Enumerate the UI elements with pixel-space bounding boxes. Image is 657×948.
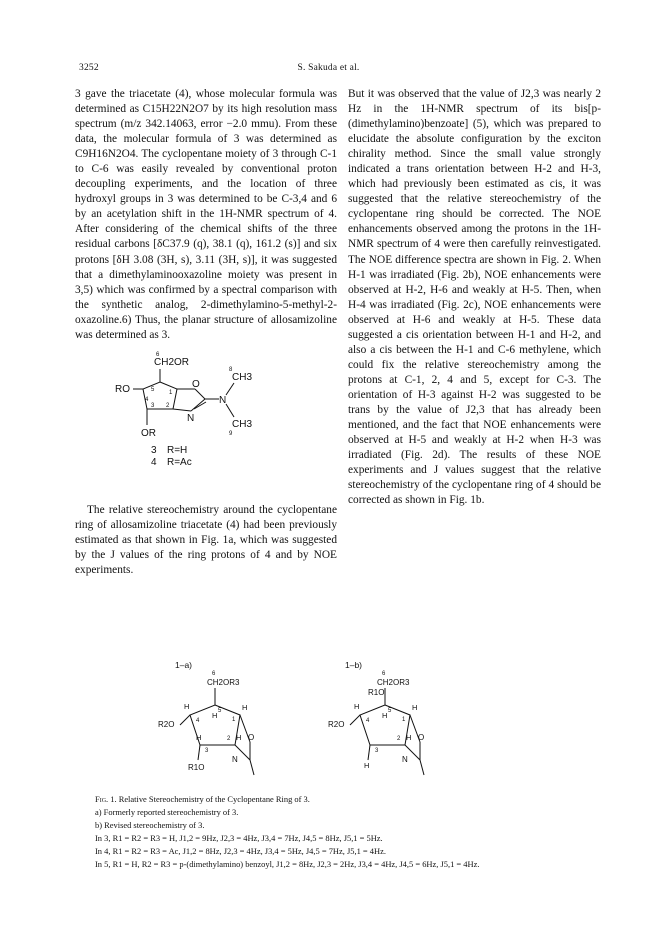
figure-1-drawing [150,660,500,785]
pos-1: 1 [169,389,173,396]
b-n: N [402,755,408,764]
paragraph-1: 3 gave the triacetate (4), whose molecular formula was determined as C15H22N2O7 by its high resolution mass spectrum (m/z 342.14063, error −2.0 mmu). From these data, the molecular formula of 3 was determined as C9H16N2O4. The cyclopentane moiety of 3 through C-1 to C-6 was easily revealed by conventional proton decoupling experiments, and the location of three hydroxyl groups in 3 was determined to be C-3,4 and 6 by an acetylation shift in the 1H-NMR spectrum of 4. After considering of the chemical shifts of the three residual carbons [δC37.9 (q), 38.1 (q), 161.2 (s)] and six protons [δH 3.08 (3H, s), 3.11 (3H, s)], it was suggested that a dimethylaminooxazoline moiety was present in 3,5) which was confirmed by a spectral comparison with the synthetic analog, 2-dimethylamino-5-methyl-2-oxazoline.6) Thus, the planar structure of allosamizoline was determined as 3. [75,88,337,341]
b-pos-3: 3 [375,748,379,754]
a-h1: H [242,703,248,712]
a-r1o: R1O [188,763,205,772]
b-pos-1: 1 [402,717,406,723]
ch3-bottom: CH3 [232,418,253,430]
paragraph-2: The relative stereochemistry around the cyclopentane ring of allosamizoline triacetate (4) had been previously estimated as that shown in Fig. 1a, which was suggested by the J values of the ring protons of 4 and by NOE experiments. [75,503,337,576]
figure-1 [150,660,500,785]
caption-title: Relative Stereochemistry of the Cyclopentane Ring of 3. [118,794,310,804]
caption-line-a: a) Formerly reported stereochemistry of 3. [95,807,239,817]
left-column [75,87,337,578]
ro-label: RO [115,383,130,395]
legend-text-4: R=Ac [167,456,192,468]
a-o: O [248,733,255,742]
o-label: O [192,378,200,390]
a-pos-3: 3 [205,748,209,754]
structure-drawing [115,347,315,497]
caption-line-5: In 5, R1 = H, R2 = R3 = p-(dimethylamino) benzoyl, J1,2 = 8Hz, J2,3 = 2Hz, J3,4 = 4Hz, J4,5 = 6Hz, J5,1 = 4Hz. [95,859,480,869]
a-h5: H [212,711,218,720]
allosamizoline-structure [115,347,315,497]
pos-8: 8 [229,366,233,373]
a-h3: H [196,733,202,742]
right-column [348,87,601,508]
a-pos-1: 1 [232,717,236,723]
b-r2o: R2O [328,720,345,729]
caption-line-b: b) Revised stereochemistry of 3. [95,820,205,830]
b-o: O [418,733,425,742]
paragraph-3: But it was observed that the value of J2,3 was nearly 2 Hz in the 1H-NMR spectrum of its bis[p-(dimethylamino)benzoate] (5), which was prepared to elucidate the absolute configuration by the exciton chirality method. Since the small value strongly indicated a trans orientation between H-2 and H-3, which had previously been estimated as cis, it was suggested that the relative stereochemistry of the cyclopentane ring should be corrected. The NOE enhancements observed among the protons in the 1H-NMR spectrum of 4 were then carefully reinvestigated. The NOE difference spectra are shown in Fig. 2. When H-1 was irradiated (Fig. 2b), NOE enhancements were observed at H-2, H-6 and weakly at H-5. Then, when H-4 was irradiated (Fig. 2c), NOE enhancements were observed at H-6 and weakly at H-5. These data suggested a cis orientation between H-1 and H-2, and also a cis between the H-1 and C-6 methylene, which could fix the relative stereochemistry among the protons at C-1, 2, 4 and 5, except for C-3. The orientation of H-3 against H-2 was suggested to be trans by the value of J2,3 that has already been mentioned, and the fact that NOE enhancements were observed at H-5 and weakly at H-2 when H-3 was irradiated (Fig. 2d). The results of these NOE experiments and J values suggest that the relative stereochemistry of the cyclopentane ring of 4 should be corrected as shown in Fig. 1b. [348,88,601,507]
n-label: N [187,412,195,424]
n-amine-label: N [219,394,227,406]
a-ch2or3: CH2OR3 [207,678,240,687]
or-label: OR [141,427,156,439]
pos-4: 4 [145,396,149,403]
pos-9: 9 [229,430,233,437]
b-pos-5: 5 [388,708,392,714]
b-h3: H [364,761,370,770]
a-pos-5: 5 [218,708,222,714]
page-number: 3252 [79,63,99,73]
caption-title-line [95,793,595,806]
b-h5: H [382,711,388,720]
ch2or-label: CH2OR [154,356,190,368]
b-pos-4: 4 [366,718,370,724]
caption-line-4: In 4, R1 = R2 = R3 = Ac, J1,2 = 8Hz, J2,3 = 4Hz, J3,4 = 5Hz, J4,5 = 7Hz, J5,1 = 4Hz. [95,846,386,856]
b-h2: H [406,733,412,742]
b-ch2or3: CH2OR3 [377,678,410,687]
a-h4: H [184,702,190,711]
pos-2: 2 [166,402,170,409]
a-pos-4: 4 [196,718,200,724]
b-h4: H [354,702,360,711]
pos-6: 6 [156,351,160,358]
panel-a-label: 1–a) [175,660,193,670]
a-pos-6: 6 [212,671,216,677]
a-n: N [232,755,238,764]
pos-3: 3 [151,402,155,409]
running-title: S. Sakuda et al. [297,63,360,73]
legend-num-4: 4 [151,456,157,468]
a-r2o: R2O [158,720,175,729]
legend-num-3: 3 [151,444,157,456]
b-h1: H [412,703,418,712]
panel-b-label: 1–b) [345,660,363,670]
a-h2: H [236,733,242,742]
b-pos-6: 6 [382,671,386,677]
legend-text-3: R=H [167,444,188,456]
a-pos-2: 2 [227,736,231,742]
caption-fig-label: Fig. 1. [95,794,117,804]
figure-caption [95,793,595,871]
ch3-top: CH3 [232,371,253,383]
caption-line-3: In 3, R1 = R2 = R3 = H, J1,2 = 9Hz, J2,3 = 4Hz, J3,4 = 7Hz, J4,5 = 8Hz, J5,1 = 5Hz. [95,833,383,843]
pos-5: 5 [151,386,155,393]
b-pos-2: 2 [397,736,401,742]
b-r1o: R1O [368,688,385,697]
